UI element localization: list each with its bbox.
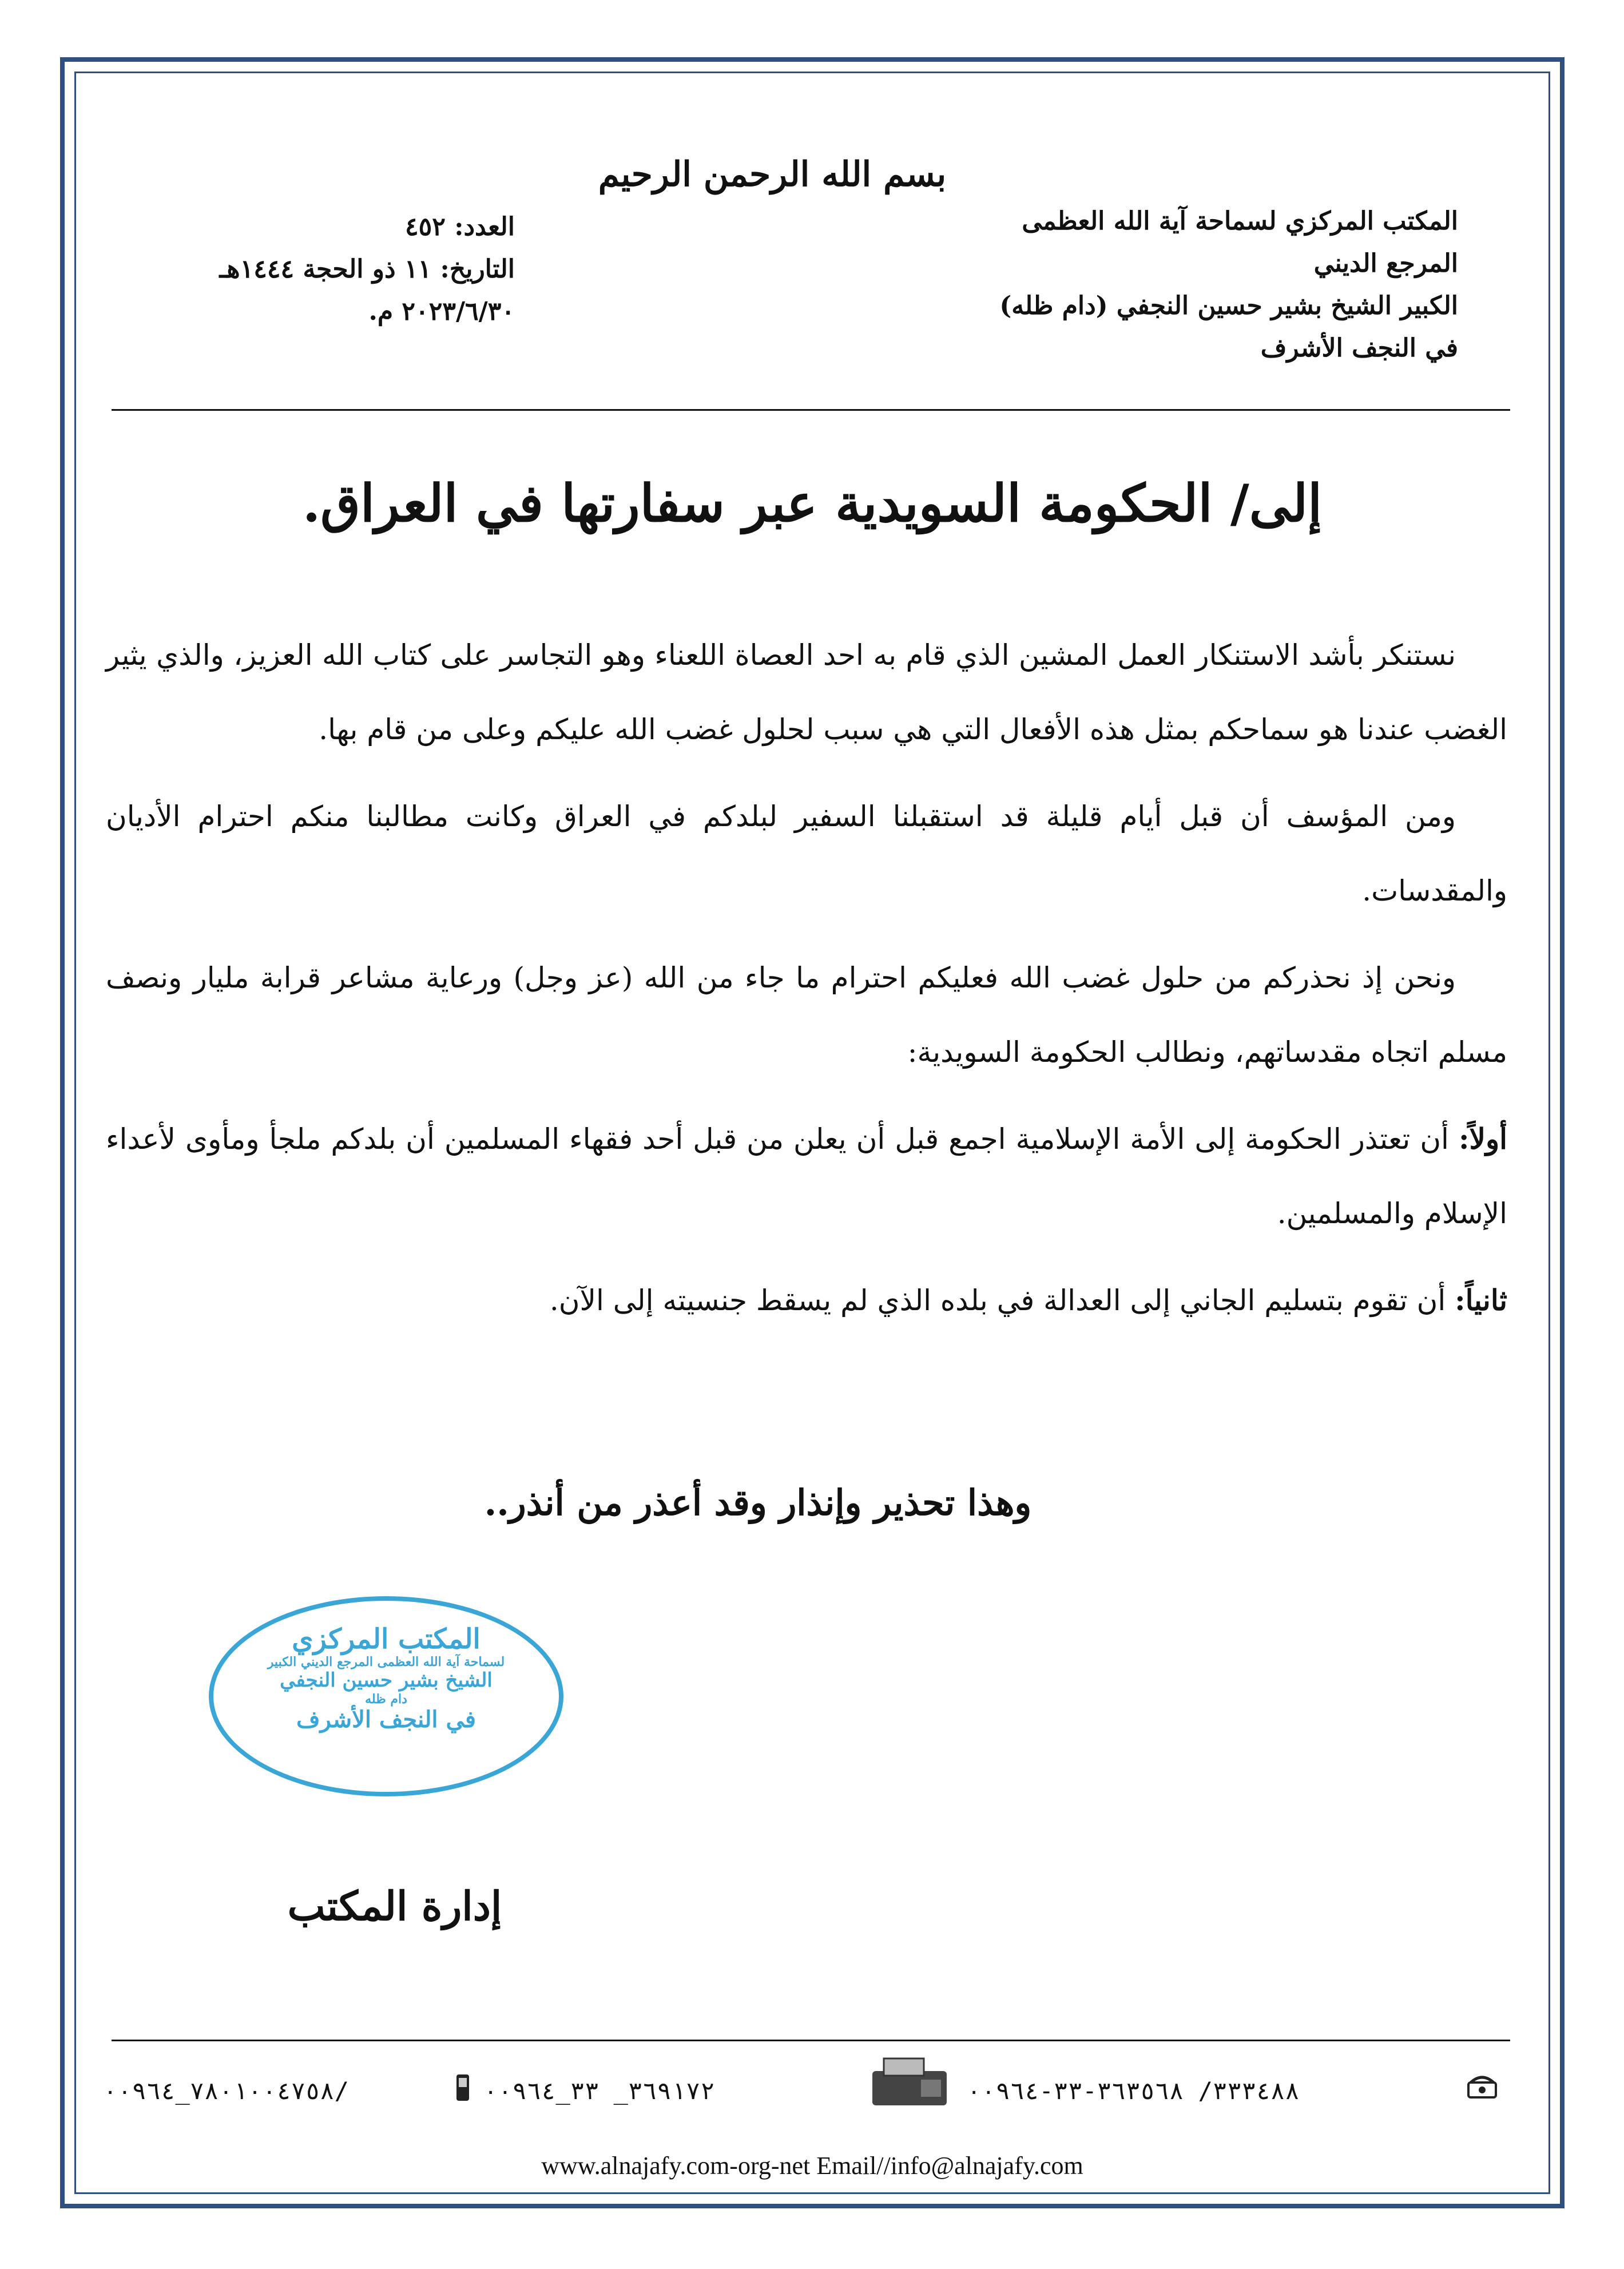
number-value: ٤٥٢ — [404, 212, 446, 241]
website-email: www.alnajafy.com-org-net Email//info@alnajafy.com — [541, 2152, 1083, 2180]
letter-body — [106, 618, 1507, 1350]
signature: إدارة المكتب — [287, 1882, 502, 1930]
stamp-line-4: دام ظله — [365, 1691, 407, 1707]
stamp-line-5: في النجف الأشرف — [296, 1705, 476, 1733]
mobile-number: ٧٨٠١٠٠٤٧٥٨_٠٠٩٦٤/ — [103, 2077, 349, 2105]
hijri-date — [194, 248, 515, 291]
contact-line — [103, 2065, 1510, 2134]
paragraph-3: ونحن إذ نحذركم من حلول غضب الله فعليكم احترام ما جاء من الله (عز وجل) ورعاية مشاعر قرابة مليار ونصف مسلم اتجاه مقدساتهم، ونطالب الحكومة السويدية: — [106, 961, 1507, 1069]
demand-second — [106, 1263, 1507, 1338]
fax-number: ٣٦٩١٧٢_ ٣٣_٠٠٩٦٤ — [483, 2077, 715, 2105]
demand-first — [106, 1102, 1507, 1251]
date-label: التاريخ: — [440, 255, 515, 284]
header-divider — [112, 409, 1510, 411]
demand-second-label: ثانياً: — [1455, 1283, 1507, 1317]
office-line-1: المكتب المركزي لسماحة آية الله العظمى المرجع الديني — [1022, 207, 1458, 278]
paragraph-2: ومن المؤسف أن قبل أيام قليلة قد استقبلنا السفير لبلدكم في العراق وكانت مطالبنا منكم احترام الأديان والمقدسات. — [106, 800, 1507, 907]
stamp-line-2: لسماحة آية الله العظمى المرجع الديني الكبير — [267, 1655, 505, 1670]
mobile-phone-icon — [455, 2073, 471, 2102]
phone-numbers: ٣٣٣٤٨٨/ ٣٦٣٥٦٨-٣٣-٠٠٩٦٤ — [967, 2077, 1300, 2105]
paragraph-1: نستنكر بأشد الاستنكار العمل المشين الذي قام به احد العصاة اللعناء وهو التجاسر على كتاب الله العزيز، والذي يثير الغضب عندنا هو سماحكم بمثل هذه الأفعال التي هي سبب لحلول غضب الله عليكم وعلى من قام بها. — [106, 638, 1507, 746]
office-stamp — [209, 1596, 563, 1796]
gregorian-date: ٢٠٢٣/٦/٣٠ م. — [368, 297, 515, 326]
office-line-3: في النجف الأشرف — [1260, 334, 1458, 363]
letter-title: إلى/ الحكومة السويدية عبر سفارتها في العراق. — [302, 473, 1323, 534]
number-label: العدد: — [454, 212, 515, 241]
office-line-2: الكبير الشيخ بشير حسين النجفي (دام ظله) — [999, 291, 1458, 320]
warning-line: وهذا تحذير وإنذار وقد أعذر من أنذر.. — [484, 1482, 1032, 1524]
reference-number — [194, 206, 515, 248]
document-meta — [194, 206, 515, 333]
demand-second-text: أن تقوم بتسليم الجاني إلى العدالة في بلده الذي لم يسقط جنسيته إلى الآن. — [549, 1284, 1446, 1317]
basmala: بسم الله الرحمن الرحيم — [598, 154, 947, 195]
date-hijri-value: ١١ ذو الحجة ١٤٤٤هـ — [219, 255, 432, 284]
footer-divider — [112, 2040, 1510, 2041]
stamp-line-1: المكتب المركزي — [292, 1623, 481, 1655]
demand-first-label: أولاً: — [1458, 1122, 1507, 1156]
telephone-icon — [1467, 2074, 1497, 2099]
fax-machine-icon — [867, 2054, 952, 2111]
office-header — [943, 200, 1458, 370]
demand-first-text: أن تعتذر الحكومة إلى الأمة الإسلامية اجمع قبل أن يعلن من قبل أحد فقهاء المسلمين أن بلدكم ملجأ ومأوى لأعداء الإسلام والمسلمين. — [106, 1122, 1507, 1230]
stamp-line-3: الشيخ بشير حسين النجفي — [280, 1669, 493, 1692]
